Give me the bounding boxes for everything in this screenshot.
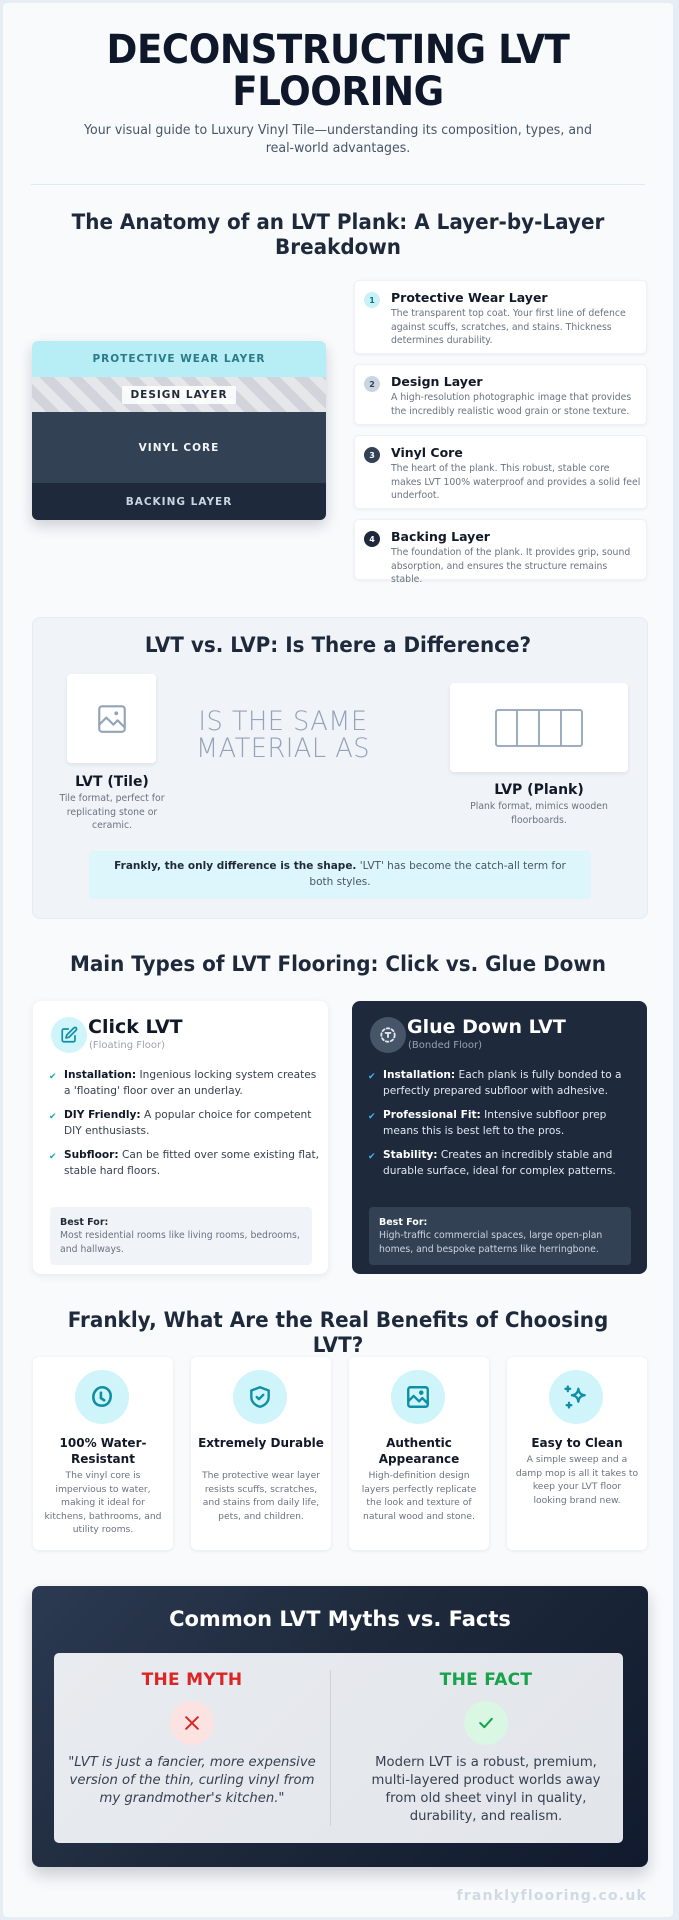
myth-fact-panel: [54, 1653, 623, 1843]
layer-number-badge: 4: [364, 531, 380, 547]
layer-title: Backing Layer: [391, 529, 490, 544]
item-label: Professional Fit:: [383, 1109, 481, 1121]
title-line-1: DECONSTRUCTING LVT: [106, 27, 570, 73]
click-title: Click LVT: [88, 1016, 183, 1038]
layer-desc: The heart of the plank. This robust, stable core makes LVT 100% waterproof and provides a solid feel underfoot.: [391, 463, 641, 501]
list-item: [49, 1067, 319, 1099]
glue-best-for: [369, 1207, 631, 1265]
item-label: Installation:: [64, 1069, 137, 1081]
lvt-desc: Tile format, perfect for replicating stone or ceramic.: [59, 793, 165, 831]
check-icon: ✔: [49, 1152, 57, 1162]
layer-title: Protective Wear Layer: [391, 290, 548, 305]
item-text: Intensive subfloor prep means this is best left to the pros.: [383, 1109, 607, 1137]
check-icon: [476, 1713, 496, 1733]
item-label: DIY Friendly:: [64, 1109, 141, 1121]
benefit-desc: The vinyl core is impervious to water, making it ideal for kitchens, bathrooms, and utility rooms.: [44, 1470, 162, 1535]
difference-note: [89, 851, 591, 899]
diagram-design-label: DESIGN LAYER: [122, 386, 235, 404]
benefit-title: Easy to Clean: [531, 1436, 623, 1450]
glue-feature-list: [368, 1067, 638, 1187]
page-subtitle: Your visual guide to Luxury Vinyl Tile—understanding its composition, types, and real-world advantages.: [84, 122, 592, 156]
lvt-tile-illustration: [67, 674, 156, 763]
diagram-backing-label: BACKING LAYER: [125, 495, 233, 508]
layer-title: Design Layer: [391, 374, 483, 389]
item-label: Subfloor:: [64, 1149, 119, 1161]
layer-card-core: [354, 435, 647, 509]
click-lvt-card: [33, 1001, 328, 1274]
check-icon: ✔: [49, 1112, 57, 1122]
benefits-title: Frankly, What Are the Real Benefits of Choosing LVT?: [67, 1308, 609, 1357]
diagram-wear-layer: [32, 341, 326, 377]
glue-title: Glue Down LVT: [407, 1016, 566, 1038]
layer-card-design: [354, 364, 647, 425]
fact-text: Modern LVT is a robust, premium, multi-layered product worlds away from old sheet vinyl in quality, durability, and realism.: [371, 1755, 601, 1824]
fact-icon-badge: [464, 1701, 508, 1745]
planks-icon: [494, 708, 584, 748]
close-icon: [182, 1713, 202, 1733]
image-icon: [405, 1384, 431, 1410]
fact-label: THE FACT: [439, 1670, 533, 1690]
benefit-desc: The protective wear layer resists scuffs, scratches, and stains from daily life, pets, and children.: [201, 1470, 321, 1522]
glue-down-lvt-card: [352, 1001, 647, 1274]
plank-diagram: [32, 341, 326, 520]
note-bold: Frankly, the only difference is the shape.: [114, 860, 357, 872]
click-icon-badge: [51, 1017, 87, 1053]
layer-desc: A high-resolution photographic image that provides the incredibly realistic wood grain or stone texture.: [391, 392, 632, 417]
sparkles-icon: [562, 1383, 590, 1411]
list-item: [49, 1107, 319, 1139]
diagram-core-layer: [32, 412, 326, 483]
compare-title: LVT vs. LVP: Is There a Difference?: [144, 633, 532, 657]
title-line-2: FLOORING: [232, 69, 444, 115]
benefit-icon-badge: [233, 1370, 287, 1424]
water-drop-icon: [89, 1384, 115, 1410]
best-for-label: Best For:: [60, 1217, 109, 1228]
layer-desc: The foundation of the plank. It provides grip, sound absorption, and ensures the structure remains stable.: [391, 547, 631, 585]
glue-icon-badge: [370, 1017, 406, 1053]
layer-card-backing: [354, 519, 647, 585]
myths-section: [32, 1586, 648, 1867]
click-subtitle: (Floating Floor): [89, 1040, 166, 1051]
header-divider: [31, 184, 645, 185]
image-icon: [95, 702, 129, 736]
best-for-label: Best For:: [379, 1217, 428, 1228]
benefit-title: Authentic Appearance: [378, 1436, 460, 1466]
benefit-title: Extremely Durable: [198, 1436, 324, 1450]
shield-check-icon: [247, 1384, 273, 1410]
same-material-text: [174, 708, 393, 762]
diagram-backing-layer: [32, 483, 326, 520]
list-item: [368, 1067, 638, 1099]
myths-title: Common LVT Myths vs. Facts: [169, 1607, 511, 1631]
anatomy-title: The Anatomy of an LVT Plank: A Layer-by-Layer Breakdown: [71, 210, 605, 259]
check-icon: ✔: [49, 1072, 57, 1082]
list-item: [368, 1147, 638, 1179]
note-rest: 'LVT' has become the catch-all term for both styles.: [309, 860, 566, 888]
same-line-1: IS THE SAME: [198, 706, 368, 737]
layer-number-badge: 3: [364, 447, 380, 463]
item-text: Creates an incredibly stable and durable surface, ideal for complex patterns.: [383, 1149, 616, 1177]
list-item: [49, 1147, 319, 1179]
lvp-title: LVP (Plank): [494, 782, 584, 798]
benefit-icon-badge: [549, 1370, 603, 1424]
diagram-wear-label: PROTECTIVE WEAR LAYER: [92, 353, 266, 365]
same-line-2: MATERIAL AS: [196, 733, 370, 764]
layer-number-badge: 2: [364, 376, 380, 392]
infographic-page: [3, 3, 673, 1917]
item-text: Ingenious locking system creates a 'floating' floor over an underlay.: [64, 1069, 317, 1097]
best-for-text: Most residential rooms like living rooms, bedrooms, and hallways.: [60, 1230, 300, 1255]
item-text: Each plank is fully bonded to a perfectly prepared subfloor with adhesive.: [383, 1069, 622, 1097]
best-for-text: High-traffic commercial spaces, large open-plan homes, and bespoke patterns like herringbone.: [379, 1230, 603, 1255]
check-icon: ✔: [368, 1112, 376, 1122]
layer-desc: The transparent top coat. Your first line of defence against scuffs, scratches, and stains. Thickness determines durability.: [391, 308, 626, 346]
item-text: Can be fitted over some existing flat, stable hard floors.: [64, 1149, 320, 1177]
lvp-desc: Plank format, mimics wooden floorboards.: [470, 801, 608, 826]
item-label: Installation:: [383, 1069, 456, 1081]
layer-card-wear: [354, 280, 647, 354]
page-title: [26, 29, 649, 113]
myth-text: "LVT is just a fancier, more expensive version of the thin, curling vinyl from my grandmother's kitchen.": [68, 1755, 316, 1806]
edit-icon: [60, 1026, 78, 1044]
benefit-card-water: [33, 1357, 173, 1550]
item-text: A popular choice for competent DIY enthusiasts.: [64, 1109, 312, 1137]
click-feature-list: [49, 1067, 319, 1187]
benefit-title: 100% Water-Resistant: [59, 1436, 147, 1466]
benefit-card-appearance: [349, 1357, 489, 1550]
click-best-for: [50, 1207, 312, 1265]
dashed-target-icon: [378, 1025, 398, 1045]
benefit-card-clean: [507, 1357, 647, 1550]
item-label: Stability:: [383, 1149, 438, 1161]
diagram-design-layer: [32, 377, 326, 412]
glue-subtitle: (Bonded Floor): [408, 1040, 483, 1051]
myth-icon-badge: [170, 1701, 214, 1745]
benefit-desc: A simple sweep and a damp mop is all it takes to keep your LVT floor looking brand new.: [515, 1454, 639, 1506]
check-icon: ✔: [368, 1072, 376, 1082]
layer-title: Vinyl Core: [391, 445, 463, 460]
benefit-icon-badge: [75, 1370, 129, 1424]
layer-number-badge: 1: [364, 292, 380, 308]
myth-fact-divider: [330, 1670, 331, 1826]
list-item: [368, 1107, 638, 1139]
benefit-icon-badge: [391, 1370, 445, 1424]
benefit-desc: High-definition design layers perfectly replicate the look and texture of natural wood and stone.: [361, 1470, 477, 1522]
diagram-core-label: VINYL CORE: [138, 441, 220, 454]
footer-url: franklyflooring.co.uk: [456, 1888, 647, 1904]
myth-label: THE MYTH: [141, 1670, 243, 1690]
lvt-title: LVT (Tile): [75, 774, 149, 790]
lvp-plank-illustration: [450, 683, 628, 772]
check-icon: ✔: [368, 1152, 376, 1162]
benefit-card-durable: [191, 1357, 331, 1550]
types-title: Main Types of LVT Flooring: Click vs. Glue Down: [69, 952, 606, 976]
